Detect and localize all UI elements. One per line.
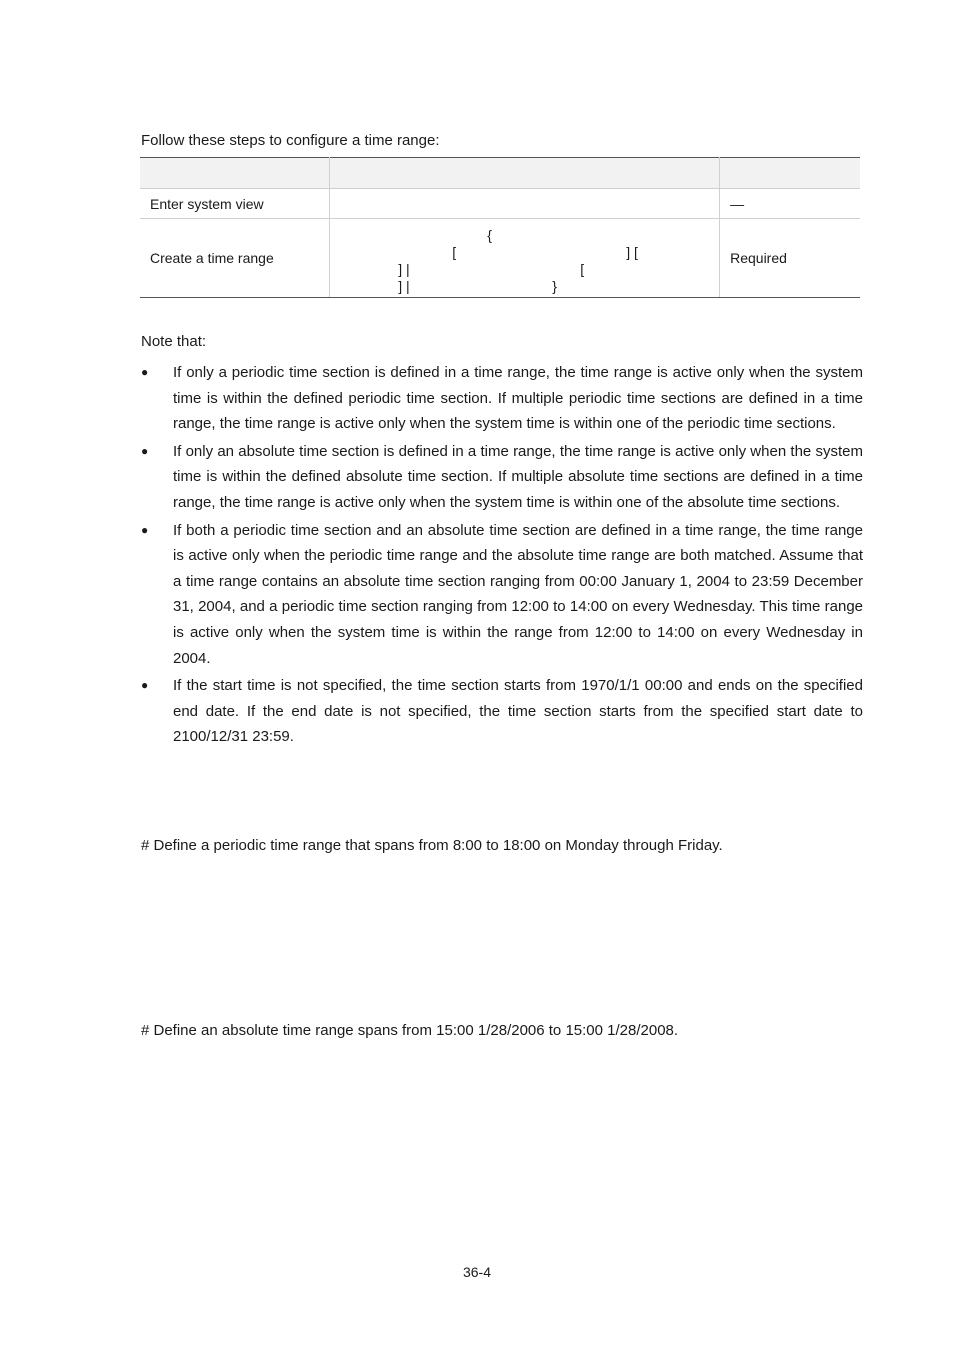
note-label: Note that:	[141, 333, 207, 350]
remarks-cell: Required	[720, 219, 860, 298]
remarks-cell: —	[720, 189, 860, 219]
syntax-fragment: ] |	[398, 261, 410, 277]
table-row	[140, 219, 860, 298]
command-cell	[330, 219, 720, 298]
header-cell-remarks	[720, 158, 860, 189]
config-steps-table	[140, 157, 860, 298]
header-cell-operation	[140, 158, 330, 189]
example-absolute-text: # Define an absolute time range spans from 15:00 1/28/2006 to 15:00 1/28/2008.	[141, 1022, 679, 1039]
table-header-row	[140, 158, 860, 189]
note-text: If only an absolute time section is defined in a time range, the time range is active only when the system time is within the defined absolute time section. If multiple absolute time sections are defined in a time range, the time range is active only when the system time is within one of the absolute time sections.	[173, 442, 863, 511]
operation-cell: Create a time range	[140, 219, 330, 298]
list-item	[141, 439, 863, 516]
example-periodic-text: # Define a periodic time range that spans from 8:00 to 18:00 on Monday through Friday.	[141, 837, 723, 854]
intro-text: Follow these steps to configure a time range:	[141, 132, 440, 149]
syntax-fragment: ] [	[626, 244, 638, 260]
syntax-fragment: [	[580, 261, 585, 277]
syntax-fragment: [	[452, 244, 457, 260]
list-item	[141, 360, 863, 437]
note-text: If both a periodic time section and an absolute time section are defined in a time range, the time range is active only when the periodic time range and the absolute time range are both matched. Assume that a time range contains an absolute time section ranging from 00:00 January 1, 2004 to 23:59 December 31, 2004, and a periodic time section ranging from 12:00 to 14:00 on every Wednesday. This time range is active only when the system time is within the range from 12:00 to 14:00 on every Wednesday in 2004.	[173, 521, 863, 667]
bullet-icon: ●	[141, 678, 149, 693]
header-cell-command	[330, 158, 720, 189]
list-item	[141, 673, 863, 750]
bullet-icon: ●	[141, 443, 149, 458]
bullet-icon: ●	[141, 522, 149, 537]
note-text: If only a periodic time section is defined in a time range, the time range is active only when the system time is within the defined periodic time section. If multiple periodic time sections are defined in a time range, the time range is active only when the system time is within one of the periodic time sections.	[173, 364, 863, 433]
syntax-fragment: ] |	[398, 278, 410, 294]
table-row	[140, 189, 860, 219]
operation-cell: Enter system view	[140, 189, 330, 219]
page-number: 36-4	[462, 1264, 492, 1280]
notes-list	[141, 360, 863, 752]
list-item	[141, 518, 863, 672]
bullet-icon: ●	[141, 365, 149, 379]
note-text: If the start time is not specified, the time section starts from 1970/1/1 00:00 and ends on the specified end date. If the end date is not specified, the time section starts from the specified start date to 2100/12/31 23:59.	[173, 677, 863, 746]
command-cell	[330, 189, 720, 219]
command-syntax	[330, 219, 719, 297]
syntax-fragment: }	[552, 278, 557, 294]
syntax-fragment: {	[487, 227, 492, 243]
